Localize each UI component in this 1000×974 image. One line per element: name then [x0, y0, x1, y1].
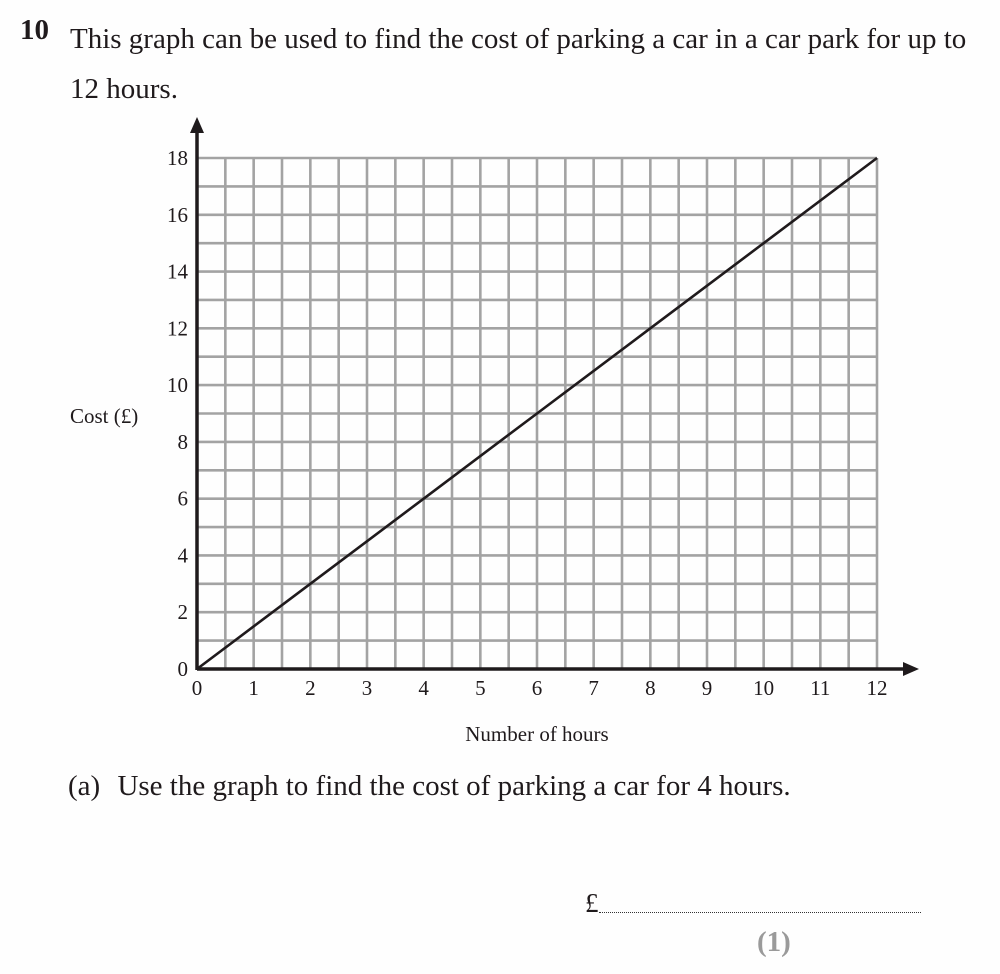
x-axis-label: Number of hours — [465, 722, 609, 746]
svg-text:2: 2 — [177, 600, 188, 625]
svg-text:11: 11 — [810, 676, 831, 700]
svg-text:12: 12 — [167, 316, 188, 341]
part-a-question — [68, 770, 791, 803]
svg-text:12: 12 — [866, 676, 888, 700]
svg-text:4: 4 — [418, 676, 429, 700]
question-number: 10 — [20, 14, 49, 46]
svg-text:8: 8 — [645, 676, 656, 700]
svg-text:8: 8 — [177, 429, 188, 454]
pound-sign: £ — [585, 888, 599, 918]
question-text: This graph can be used to find the cost of parking a car in a car park for up to 12 hours. — [70, 23, 967, 105]
svg-text:2: 2 — [305, 676, 316, 700]
svg-text:1: 1 — [248, 676, 259, 700]
svg-text:7: 7 — [588, 676, 599, 700]
svg-text:16: 16 — [167, 202, 188, 227]
svg-text:0: 0 — [177, 657, 188, 681]
svg-text:6: 6 — [177, 486, 188, 511]
marks-indicator: (1) — [757, 926, 791, 958]
svg-text:0: 0 — [191, 676, 203, 700]
svg-text:5: 5 — [475, 676, 486, 700]
svg-text:9: 9 — [701, 676, 713, 700]
svg-text:4: 4 — [177, 543, 188, 568]
answer-field[interactable] — [585, 888, 921, 919]
svg-text:14: 14 — [167, 259, 188, 284]
part-a-label: (a) — [68, 770, 101, 802]
part-a-text: Use the graph to find the cost of parking a car for 4 hours. — [117, 770, 791, 802]
svg-text:18: 18 — [167, 146, 188, 170]
tick-labels — [167, 146, 888, 700]
answer-line[interactable] — [599, 911, 921, 913]
y-axis-label: Cost (£) — [70, 404, 139, 428]
svg-text:3: 3 — [361, 676, 373, 700]
svg-text:6: 6 — [531, 676, 543, 700]
svg-text:10: 10 — [167, 373, 188, 398]
svg-text:10: 10 — [753, 676, 775, 700]
